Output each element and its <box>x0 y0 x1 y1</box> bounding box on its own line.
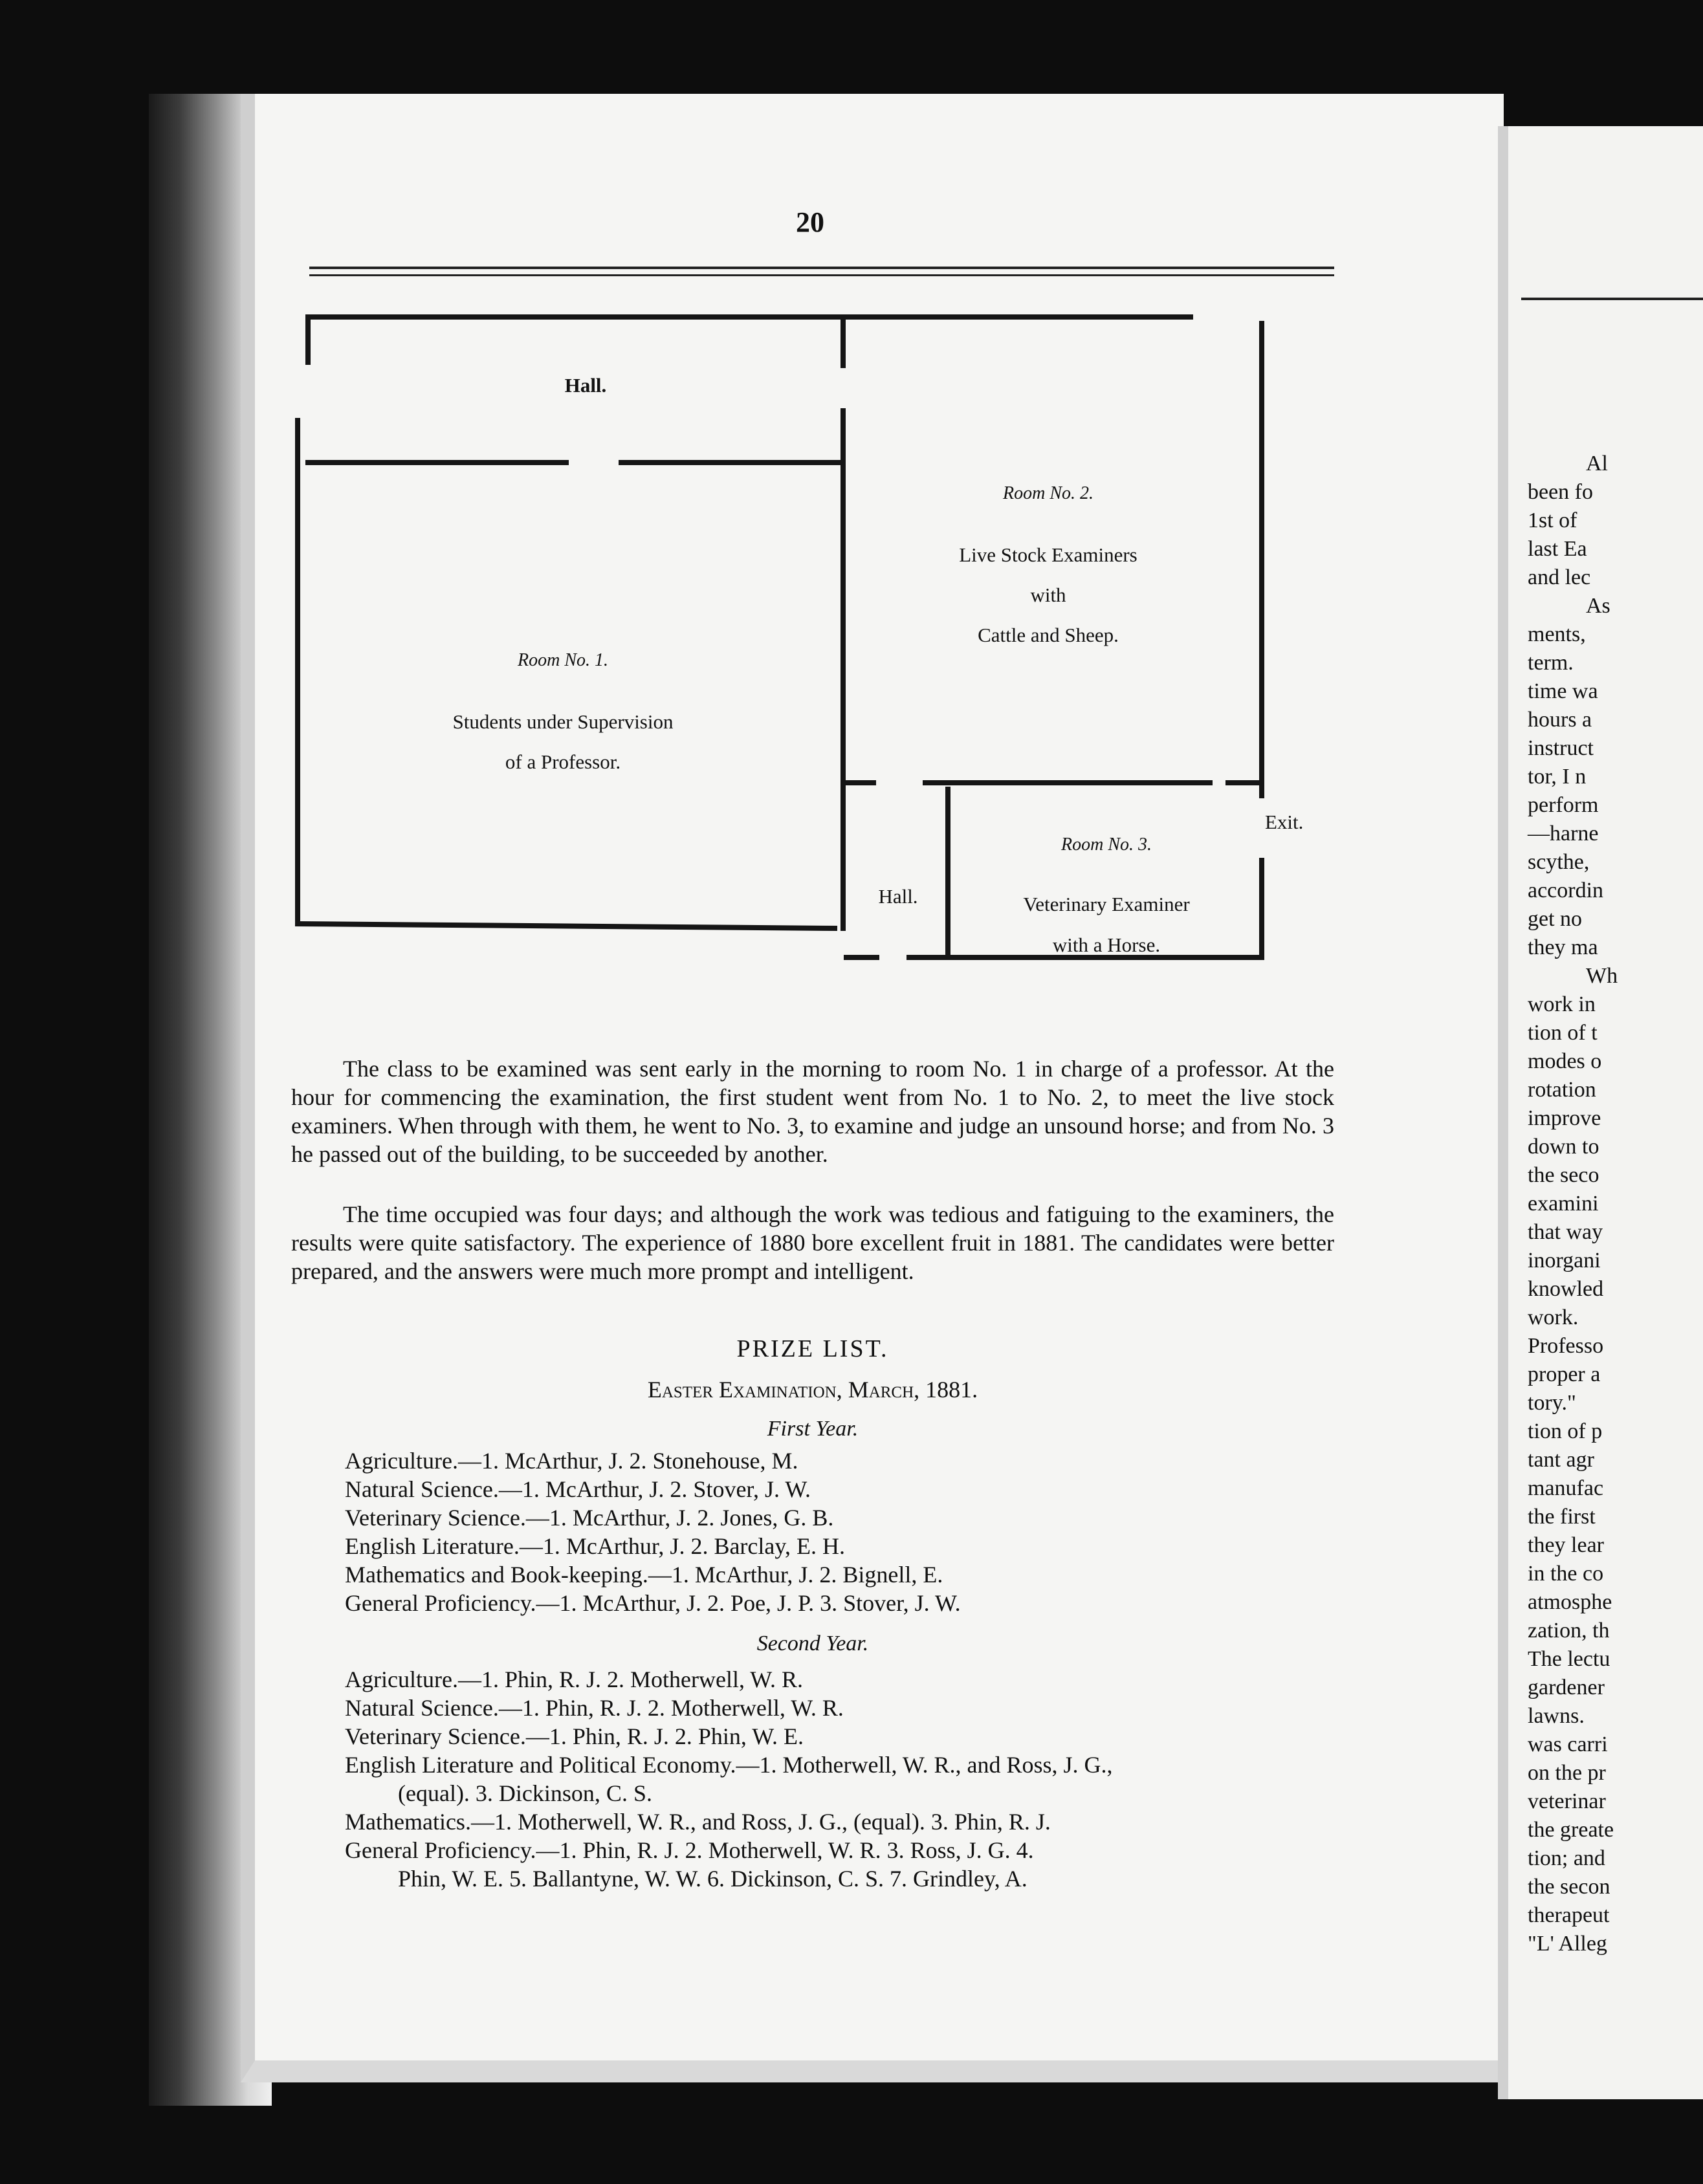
right-page-line: proper a <box>1528 1362 1601 1386</box>
right-page-line: work. <box>1528 1305 1579 1329</box>
first-year-line: Veterinary Science.—1. McArthur, J. 2. Jones, G. B. <box>345 1505 834 1531</box>
floor-plan <box>291 304 1304 1042</box>
room3-line1: Veterinary Examiner <box>1023 893 1190 915</box>
header-rule-thin <box>309 274 1334 276</box>
header-rule <box>309 267 1334 269</box>
right-page-line: hours a <box>1528 708 1592 732</box>
second-year-line: Natural Science.—1. Phin, R. J. 2. Motherwell, W. R. <box>345 1695 844 1721</box>
right-page-line: they lear <box>1528 1533 1604 1557</box>
prize-list-heading: PRIZE LIST. <box>736 1335 889 1362</box>
first-year-line: Mathematics and Book-keeping.—1. McArthur, J. 2. Bignell, E. <box>345 1562 943 1588</box>
right-page-line: manufac <box>1528 1476 1604 1500</box>
second-year-line: English Literature and Political Economy.—1. Motherwell, W. R., and Ross, J. G., <box>345 1752 1113 1778</box>
right-page-line: atmosphe <box>1528 1590 1612 1614</box>
right-page-line: term. <box>1528 651 1574 675</box>
second-year-line: Mathematics.—1. Motherwell, W. R., and Ross, J. G., (equal). 3. Phin, R. J. <box>345 1809 1051 1835</box>
right-page-line: get no <box>1528 907 1583 931</box>
right-page-fragment <box>1498 126 1703 2099</box>
right-page-line: tant agr <box>1528 1448 1594 1472</box>
right-page-line: the seco <box>1528 1163 1599 1187</box>
page-number: 20 <box>796 206 824 238</box>
right-page-line: the secon <box>1528 1875 1610 1899</box>
right-page-line: the first <box>1528 1505 1596 1529</box>
second-year-line: (equal). 3. Dickinson, C. S. <box>398 1780 652 1806</box>
second-year-title: Second Year. <box>756 1632 869 1655</box>
room2-line1: Live Stock Examiners <box>959 543 1137 566</box>
right-page-line: ments, <box>1528 622 1586 646</box>
right-page-line: tion of t <box>1528 1021 1598 1045</box>
right-page-line: down to <box>1528 1135 1599 1159</box>
right-page-line: lawns. <box>1528 1704 1585 1728</box>
right-page-line: The lectu <box>1528 1647 1610 1671</box>
right-page-line: As <box>1586 594 1610 618</box>
right-page-line: Wh <box>1586 964 1618 988</box>
right-page-line: work in <box>1528 992 1596 1016</box>
paragraph-1: The class to be examined was sent early in the morning to room No. 1 in charge of a professor. At the hour for commencing the examination, the first student went from No. 1 to No. 2, to meet the live stock examiners. When through with them, he went to No. 3, to examine and judge an unsound horse; and from No. 3 he passed out of the building, to be succeeded by another. <box>291 1056 1334 1167</box>
room1-line2: of a Professor. <box>505 750 621 773</box>
right-page-line: they ma <box>1528 935 1598 959</box>
right-page-line: time wa <box>1528 679 1598 703</box>
first-year-line: Natural Science.—1. McArthur, J. 2. Stover, J. W. <box>345 1476 811 1502</box>
right-page-line: on the pr <box>1528 1761 1606 1785</box>
paragraph-2: The time occupied was four days; and although the work was tedious and fatiguing to the examiners, the results were quite satisfactory. The experience of 1880 bore excellent fruit in 1881. The candidates were better prepared, and the answers were much more prompt and intelligent. <box>291 1201 1334 1284</box>
room2-line3: Cattle and Sheep. <box>978 624 1119 646</box>
room3-line2: with a Horse. <box>1052 934 1161 956</box>
right-page-line: scythe, <box>1528 850 1590 874</box>
first-year-line: General Proficiency.—1. McArthur, J. 2. Poe, J. P. 3. Stover, J. W. <box>345 1590 961 1616</box>
second-year-line: Phin, W. E. 5. Ballantyne, W. W. 6. Dickinson, C. S. 7. Grindley, A. <box>398 1866 1027 1892</box>
prize-list-subheading: Easter Examination, March, 1881. <box>647 1377 978 1403</box>
room1-line1: Students under Supervision <box>452 710 674 733</box>
room1-name: Room No. 1. <box>518 650 608 670</box>
right-page-line: tion of p <box>1528 1419 1603 1443</box>
right-page-line: "L' Alleg <box>1528 1932 1607 1956</box>
room3-name: Room No. 3. <box>1061 835 1152 855</box>
first-year-title: First Year. <box>767 1417 859 1441</box>
right-page-line: in the co <box>1528 1562 1604 1586</box>
right-page-line: gardener <box>1528 1676 1605 1699</box>
second-year-line: General Proficiency.—1. Phin, R. J. 2. Motherwell, W. R. 3. Ross, J. G. 4. <box>345 1837 1034 1863</box>
right-page-line: inorgani <box>1528 1249 1601 1272</box>
exit-label: Exit. <box>1265 811 1304 833</box>
right-page-line: last Ea <box>1528 537 1587 561</box>
second-year-line: Veterinary Science.—1. Phin, R. J. 2. Phin, W. E. <box>345 1723 804 1749</box>
right-page-line: accordin <box>1528 879 1604 902</box>
right-page-line: knowled <box>1528 1277 1604 1301</box>
room2-line2: with <box>1030 584 1066 606</box>
right-page-line: that way <box>1528 1220 1603 1244</box>
right-page-line: tory." <box>1528 1391 1576 1415</box>
right-page-line: rotation <box>1528 1078 1596 1102</box>
right-page-line: Al <box>1586 452 1608 475</box>
right-page-line: tion; and <box>1528 1846 1605 1870</box>
right-page-line: tor, I n <box>1528 765 1587 789</box>
right-page-line: improve <box>1528 1106 1601 1130</box>
first-year-line: Agriculture.—1. McArthur, J. 2. Stonehouse, M. <box>345 1448 798 1474</box>
right-page-line: —harne <box>1528 822 1599 846</box>
right-page-line: was carri <box>1528 1732 1608 1756</box>
right-page-line: examini <box>1528 1192 1599 1216</box>
second-year-line: Agriculture.—1. Phin, R. J. 2. Motherwell, W. R. <box>345 1666 803 1692</box>
first-year-line: English Literature.—1. McArthur, J. 2. Barclay, E. H. <box>345 1533 846 1559</box>
right-page-line: instruct <box>1528 736 1594 760</box>
right-page-line: veterinar <box>1528 1789 1606 1813</box>
hall-top-label: Hall. <box>564 374 607 397</box>
right-page-line: Professo <box>1528 1334 1604 1358</box>
right-page-rule <box>1521 298 1703 300</box>
right-page-line: zation, th <box>1528 1619 1610 1643</box>
right-page-line: 1st of <box>1528 508 1577 532</box>
floor-plan-walls <box>291 304 1301 1042</box>
right-page-line: the greate <box>1528 1818 1614 1842</box>
hall-bottom-label: Hall. <box>878 885 918 908</box>
right-page-line: therapeut <box>1528 1903 1610 1927</box>
right-page-line: modes o <box>1528 1049 1602 1073</box>
right-page-line: and lec <box>1528 565 1591 589</box>
right-page-line: perform <box>1528 793 1599 817</box>
right-page-line: been fo <box>1528 480 1594 504</box>
room2-name: Room No. 2. <box>1003 483 1093 503</box>
